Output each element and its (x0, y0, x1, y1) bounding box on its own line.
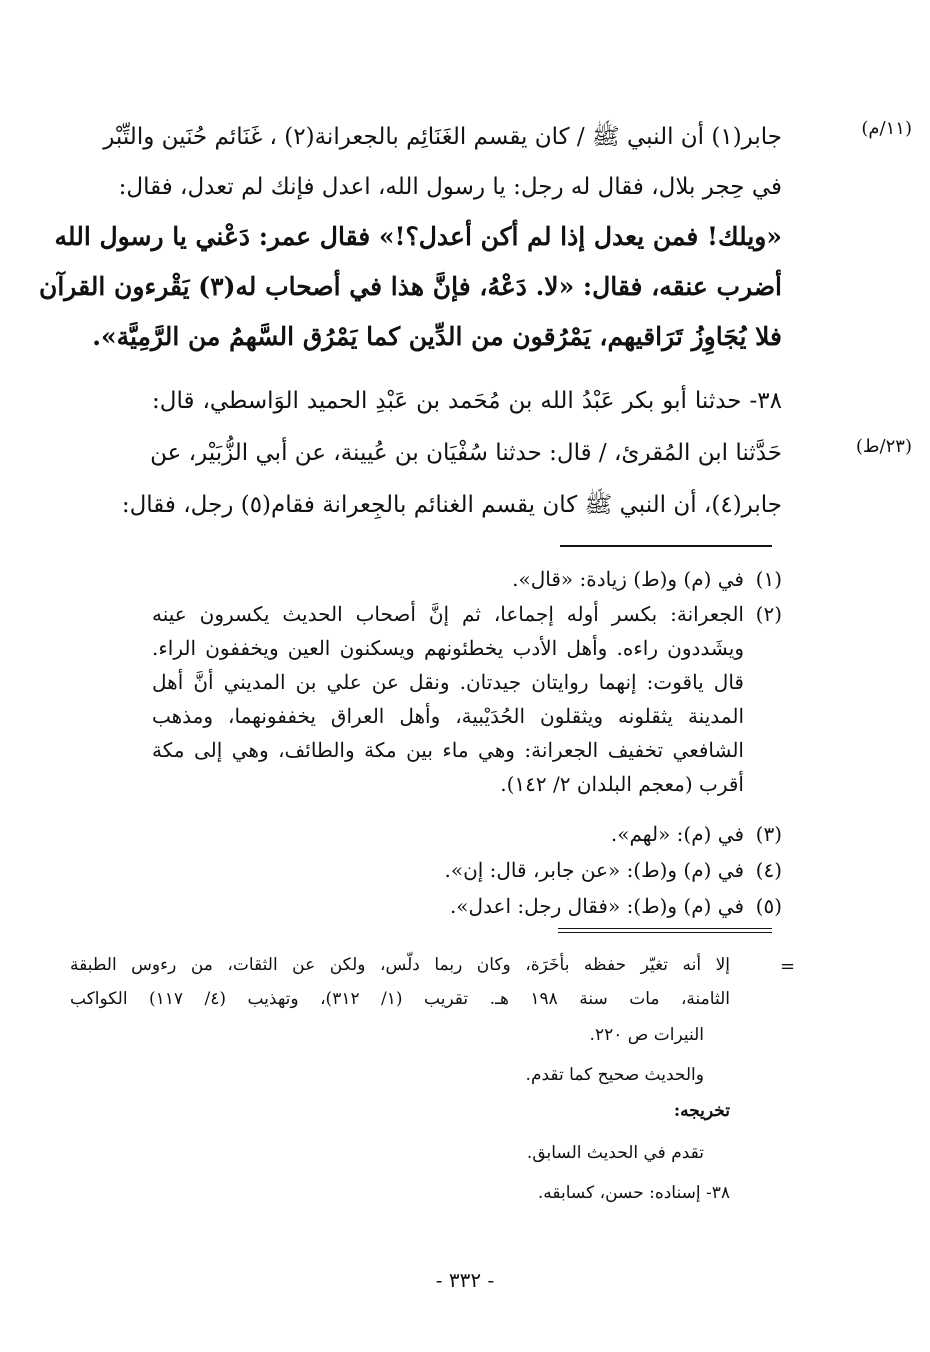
footnote-number: (١) (755, 567, 782, 591)
margin-ref-m: (١١/م) (861, 118, 912, 139)
main-line-3: «ويلك! فمن يعدل إذا لم أكن أعدل؟!» فقال عمر: دَعْني يا رسول الله (54, 222, 782, 251)
footnote-1 (152, 562, 782, 596)
main-line-5: فلا يُجَاوِزُ تَرَاقيهم، يَمْرُقون من الدِّين كما يَمْرُق السَّهمُ من الرَّمِيَّة». (92, 322, 782, 351)
footnote-2-line-6: أقرب (معجم البلدان ٢/ ١٤٢). (500, 772, 744, 796)
footnote-number: (٤) (755, 858, 782, 882)
footnote-number: (٥) (755, 894, 782, 918)
main-line-7: حَدَّثنا ابن المُقرئ، / قال: حدثنا سُفْيَان بن عُيينة، عن أبي الزُّبَيْر، عن (150, 440, 782, 466)
footnote-number: (٣) (755, 822, 782, 846)
footnote-text: في (م) و(ط): «فقال رجل: اعدل». (449, 894, 744, 918)
annotation-line-6: تقدم في الحديث السابق. (526, 1143, 704, 1163)
annotation-line-1: إلا أنه تغيّر حفظه بأخَرَة، وكان ربما دلّس، ولكن عن الثقات، من رءوس الطبقة (70, 955, 731, 975)
footnote-text: في (م) و(ط): «عن جابر، قال: إن». (444, 858, 744, 882)
annotation-line-2: الثامنة، مات سنة ١٩٨ هـ. تقريب (١/ ٣١٢)، وتهذيب (٤/ ١١٧) الكواكب (70, 989, 730, 1009)
continuation-mark: = (780, 956, 796, 977)
main-line-4: أضرب عنقه، فقال: «لا. دَعْهُ، فإنَّ هذا في أصحاب له(٣) يَقْرءون القرآن (39, 272, 782, 301)
main-line-1: جابر(١) أن النبي ﷺ / كان يقسم الغَنَائِم بالجعرانة(٢) ، غَنَائم حُنَين والتِّبْر (103, 124, 782, 150)
annotation-heading: تخريجه: (673, 1101, 730, 1121)
annotation-line-3: النيرات ص ٢٢٠. (589, 1025, 704, 1045)
footnote-4 (152, 853, 782, 887)
footnote-2-line-5: الشافعي تخفيف الجعرانة: وهي ماء بين مكة والطائف، وهي إلى مكة (152, 738, 744, 762)
footnote-text: الجعرانة: بكسر أوله إجماعا، ثم إنَّ أصحاب الحديث يكسرون عينه (152, 602, 744, 626)
footnote-3 (152, 817, 782, 851)
footnote-2-line-1 (152, 597, 782, 631)
page-number: - ٣٣٢ - (435, 1268, 495, 1292)
annotation-separator-bottom (558, 932, 772, 933)
main-line-2: في حِجر بلال، فقال له رجل: يا رسول الله، اعدل فإنك لم تعدل، فقال: (118, 174, 782, 200)
footnote-text: في (م) و(ط) زيادة: «قال». (512, 567, 744, 591)
footnote-separator (560, 545, 772, 547)
main-line-6: ٣٨- حدثنا أبو بكر عَبْدُ الله بن مُحَمد بن عَبْدِ الحميد الوَاسطي، قال: (152, 388, 782, 414)
footnote-5 (152, 889, 782, 923)
annotation-separator-top (558, 928, 772, 929)
footnote-2-line-4: المدينة يثقلونه ويثقلون الحُدَيْبية، وأهل العراق يخففونهما، ومذهب (152, 704, 744, 728)
annotation-line-4: والحديث صحيح كما تقدم. (525, 1065, 704, 1085)
footnote-2-line-3: قال ياقوت: إنهما روايتان جيدتان. ونقل عن علي بن المديني أنَّ أهل (152, 670, 744, 694)
footnote-2-line-2: ويشَددون راءه. وأهل الأدب يخطئونهم ويسكنون العين ويخففون الراء. (152, 636, 744, 660)
annotation-line-7: ٣٨- إسناده: حسن، كسابقه. (537, 1183, 730, 1203)
margin-ref-t: (٢٣/ط) (855, 436, 912, 457)
footnote-number: (٢) (755, 602, 782, 626)
main-line-8: جابر(٤)، أن النبي ﷺ كان يقسم الغنائم بالجِعرانة فقام(٥) رجل، فقال: (121, 492, 782, 518)
footnote-text: في (م): «لهم». (610, 822, 744, 846)
